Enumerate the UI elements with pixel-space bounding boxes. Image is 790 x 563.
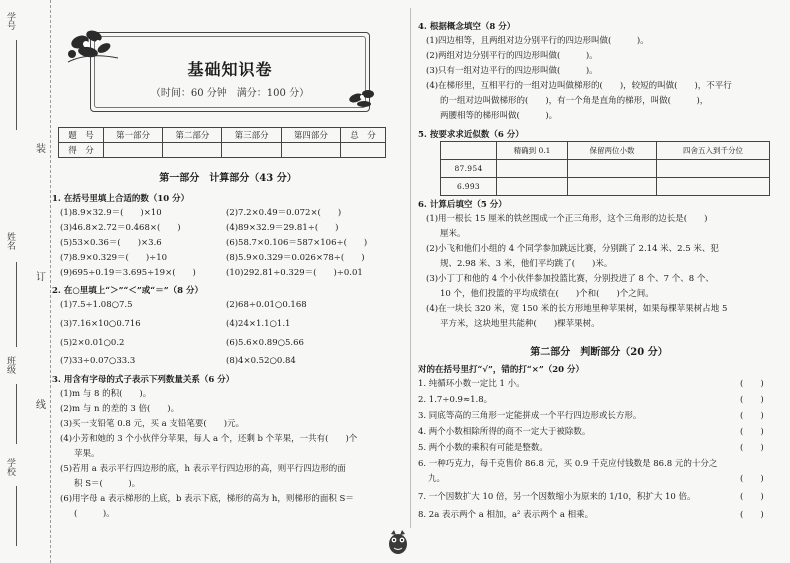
q2-item: (7)33÷0.07○33.3 xyxy=(60,356,136,366)
judge-item: 5. 两个小数的乘积有可能是整数。 xyxy=(418,443,548,453)
score-row-label: 得 分 xyxy=(59,143,104,158)
judge-item-cont: 九。 xyxy=(428,474,446,484)
q1-item: (8)5.9×0.329＝0.026×78÷( ) xyxy=(226,253,365,263)
page-mascot-icon xyxy=(388,529,408,555)
name-label: 姓名 xyxy=(5,232,15,250)
q2-item: (8)4×0.52○0.84 xyxy=(226,356,296,366)
judge-bracket[interactable]: ( ) xyxy=(740,510,764,520)
answer-cell[interactable] xyxy=(497,160,568,178)
q2-item: (3)7.16×10○0.716 xyxy=(60,319,141,329)
column-divider xyxy=(410,8,411,528)
page-title: 基础知识卷 xyxy=(187,60,273,79)
q2-item: (6)5.6×0.89○5.66 xyxy=(226,338,304,348)
q4-title: 4. 根据概念填空（8 分） xyxy=(418,22,516,32)
q6-item: (1)用一根长 15 厘米的铁丝围成一个正三角形，这个三角形的边长是( ) xyxy=(426,214,708,224)
q1-item: (5)53×0.36＝( )×3.6 xyxy=(60,238,162,248)
judge-bracket[interactable]: ( ) xyxy=(740,474,764,484)
score-header-cell: 第四部分 xyxy=(281,128,340,143)
q1-item: (7)8.9×0.329＝( )÷10 xyxy=(60,253,168,263)
binding-ding: 订 xyxy=(36,272,46,283)
q3-item: (2)m 与 n 的差的 3 倍( )。 xyxy=(60,404,180,414)
q2-item: (4)24×1.1○1.1 xyxy=(226,319,291,329)
right-column xyxy=(418,0,780,563)
rounding-row-label: 87.954̇ xyxy=(441,160,497,178)
judge-item: 6. 一种巧克力，每千克售价 86.8 元，买 0.9 千克应付钱数是 86.8 元的十分之 xyxy=(418,459,718,469)
q4-item: (2)两组对边分别平行的四边形叫做( )。 xyxy=(426,51,598,61)
school-label: 学校 xyxy=(5,458,15,476)
binding-xian: 线 xyxy=(36,400,46,411)
school-line xyxy=(16,486,17,546)
q4-item: (3)只有一组对边平行的四边形叫做( )。 xyxy=(426,66,598,76)
judge-bracket[interactable]: ( ) xyxy=(740,427,764,437)
part2-heading: 第二部分 判断部分（20 分） xyxy=(530,347,668,358)
q5-title: 5. 按要求求近似数（6 分） xyxy=(418,130,524,140)
q2-title: 2. 在○里填上“＞”“＜”或“＝”（8 分） xyxy=(52,286,203,296)
rounding-table xyxy=(440,141,770,196)
q6-item-cont: 平方米，这块地里共能种( )棵苹果树。 xyxy=(440,319,600,329)
class-line xyxy=(16,384,17,444)
q1-title: 1. 在括号里填上合适的数（10 分） xyxy=(52,194,190,204)
judge-item: 4. 两个小数相除所得的商不一定大于被除数。 xyxy=(418,427,591,437)
class-label: 班级 xyxy=(5,356,15,374)
q3-item-cont: ( )。 xyxy=(74,509,115,519)
score-header-cell: 第三部分 xyxy=(222,128,281,143)
student-id-label: 学号 xyxy=(5,12,15,30)
q3-item: (4)小芳和她的 3 个小伙伴分苹果，每人 a 个，还剩 b 个苹果，一共有( )个 xyxy=(60,434,358,444)
score-cell[interactable] xyxy=(163,143,222,158)
student-id-line xyxy=(16,40,17,130)
part1-heading: 第一部分 计算部分（43 分） xyxy=(159,173,297,184)
q6-item: (4)在一块长 320 米，宽 150 米的长方形地里种苹果树，如果每棵苹果树占地 5 xyxy=(426,304,728,314)
binding-zhuang: 装 xyxy=(36,144,46,155)
score-table xyxy=(58,127,386,158)
judge-item: 2. 1.7÷0.9≈1.8。 xyxy=(418,395,493,405)
q1-item: (1)8.9×32.9＝( )×10 xyxy=(60,208,162,218)
answer-cell[interactable] xyxy=(568,178,657,196)
rounding-row-label: 6.9̇9̇3 xyxy=(441,178,497,196)
score-header-cell: 总 分 xyxy=(341,128,386,143)
q6-item-cont: 10 个，他们投篮的平均成绩在( )个和( )个之间。 xyxy=(440,289,654,299)
q3-title: 3. 用含有字母的式子表示下列数量关系（6 分） xyxy=(52,375,235,385)
score-cell[interactable] xyxy=(341,143,386,158)
page-subtitle: （时间：60 分钟 满分：100 分） xyxy=(150,88,310,99)
judge-bracket[interactable]: ( ) xyxy=(740,411,764,421)
q1-item: (9)695÷0.19＝3.695÷19×( ) xyxy=(60,268,196,278)
title-frame xyxy=(90,32,370,112)
q3-item: (1)m 与 8 的积( )。 xyxy=(60,389,152,399)
score-header-cell: 第二部分 xyxy=(163,128,222,143)
judge-bracket[interactable]: ( ) xyxy=(740,379,764,389)
score-header-cell: 题 号 xyxy=(59,128,104,143)
q1-item: (4)89×32.9＝29.81÷( ) xyxy=(226,223,339,233)
judge-item: 1. 纯循环小数一定比 1 小。 xyxy=(418,379,525,389)
q4-item-cont: 的一组对边叫做梯形的( )，有一个角是直角的梯形，叫做( )， xyxy=(440,96,709,106)
score-cell[interactable] xyxy=(103,143,162,158)
answer-cell[interactable] xyxy=(657,160,770,178)
q4-item: (1)四边相等，且两组对边分别平行的四边形叫做( )。 xyxy=(426,36,649,46)
q6-title: 6. 计算后填空（5 分） xyxy=(418,200,507,210)
judge-bracket[interactable]: ( ) xyxy=(740,492,764,502)
q2-item: (5)2×0.01○0.2 xyxy=(60,338,125,348)
q3-item: (5)若用 a 表示平行四边形的底，h 表示平行四边形的高，则平行四边形的面 xyxy=(60,464,346,474)
q1-item: (3)46.8×2.72＝0.468×( ) xyxy=(60,223,181,233)
q2-item: (2)68÷0.01○0.168 xyxy=(226,300,307,310)
part2-intro: 对的在括号里打“√”，错的打“×”（20 分） xyxy=(418,365,585,375)
q3-item-cont: 积 S＝( )。 xyxy=(74,479,141,489)
rounding-header xyxy=(441,142,497,160)
q6-item: (2)小飞和他们小组的 4 个同学参加跳远比赛，分别跳了 2.14 米、2.5 米、犯 xyxy=(426,244,719,254)
q1-item: (2)7.2×0.49＝0.072×( ) xyxy=(226,208,342,218)
q4-item: (4)在梯形里，互相平行的一组对边叫做梯形的( )，较短的叫做( )，不平行 xyxy=(426,81,732,91)
q3-item-cont: 苹果。 xyxy=(74,449,100,459)
q1-item: (6)58.7×0.106＝587×106÷( ) xyxy=(226,238,368,248)
q6-item-cont: 规、2.98 米、3 米，他们平均跳了( )米。 xyxy=(440,259,613,269)
score-cell[interactable] xyxy=(222,143,281,158)
judge-bracket[interactable]: ( ) xyxy=(740,443,764,453)
judge-bracket[interactable]: ( ) xyxy=(740,395,764,405)
judge-item: 8. 2a 表示两个 a 相加，a² 表示两个 a 相乘。 xyxy=(418,510,594,520)
q6-item: (3)小丁丁和他的 4 个小伙伴参加投篮比赛，分别投进了 8 个、7 个、8 个、 xyxy=(426,274,714,284)
answer-cell[interactable] xyxy=(568,160,657,178)
answer-cell[interactable] xyxy=(657,178,770,196)
rounding-header: 精确到 0.1 xyxy=(497,142,568,160)
judge-item: 7. 一个因数扩大 10 倍，另一个因数缩小为原来的 1/10，积扩大 10 倍。 xyxy=(418,492,696,502)
flower-corner-icon xyxy=(342,84,386,110)
name-line xyxy=(16,262,17,347)
left-column xyxy=(52,0,404,563)
q2-item: (1)7.5÷1.08○7.5 xyxy=(60,300,133,310)
answer-cell[interactable] xyxy=(497,178,568,196)
rounding-header: 四舍五入到千分位 xyxy=(657,142,770,160)
rounding-header: 保留两位小数 xyxy=(568,142,657,160)
q6-item-cont: 厘米。 xyxy=(440,229,466,239)
q1-item: (10)292.81÷0.329＝( )÷0.01 xyxy=(226,268,363,278)
q3-item: (6)用字母 a 表示梯形的上底，b 表示下底，梯形的高为 h，则梯形的面积 S＝ xyxy=(60,494,354,504)
judge-item: 3. 同底等高的三角形一定能拼成一个平行四边形或长方形。 xyxy=(418,411,642,421)
score-cell[interactable] xyxy=(281,143,340,158)
score-header-cell: 第一部分 xyxy=(103,128,162,143)
q4-item-cont: 两腰相等的梯形叫做( )。 xyxy=(440,111,558,121)
binding-strip xyxy=(0,0,51,563)
q3-item: (3)买一支铅笔 0.8 元，买 a 支铅笔要( )元。 xyxy=(60,419,245,429)
flower-decoration-icon xyxy=(58,22,128,70)
